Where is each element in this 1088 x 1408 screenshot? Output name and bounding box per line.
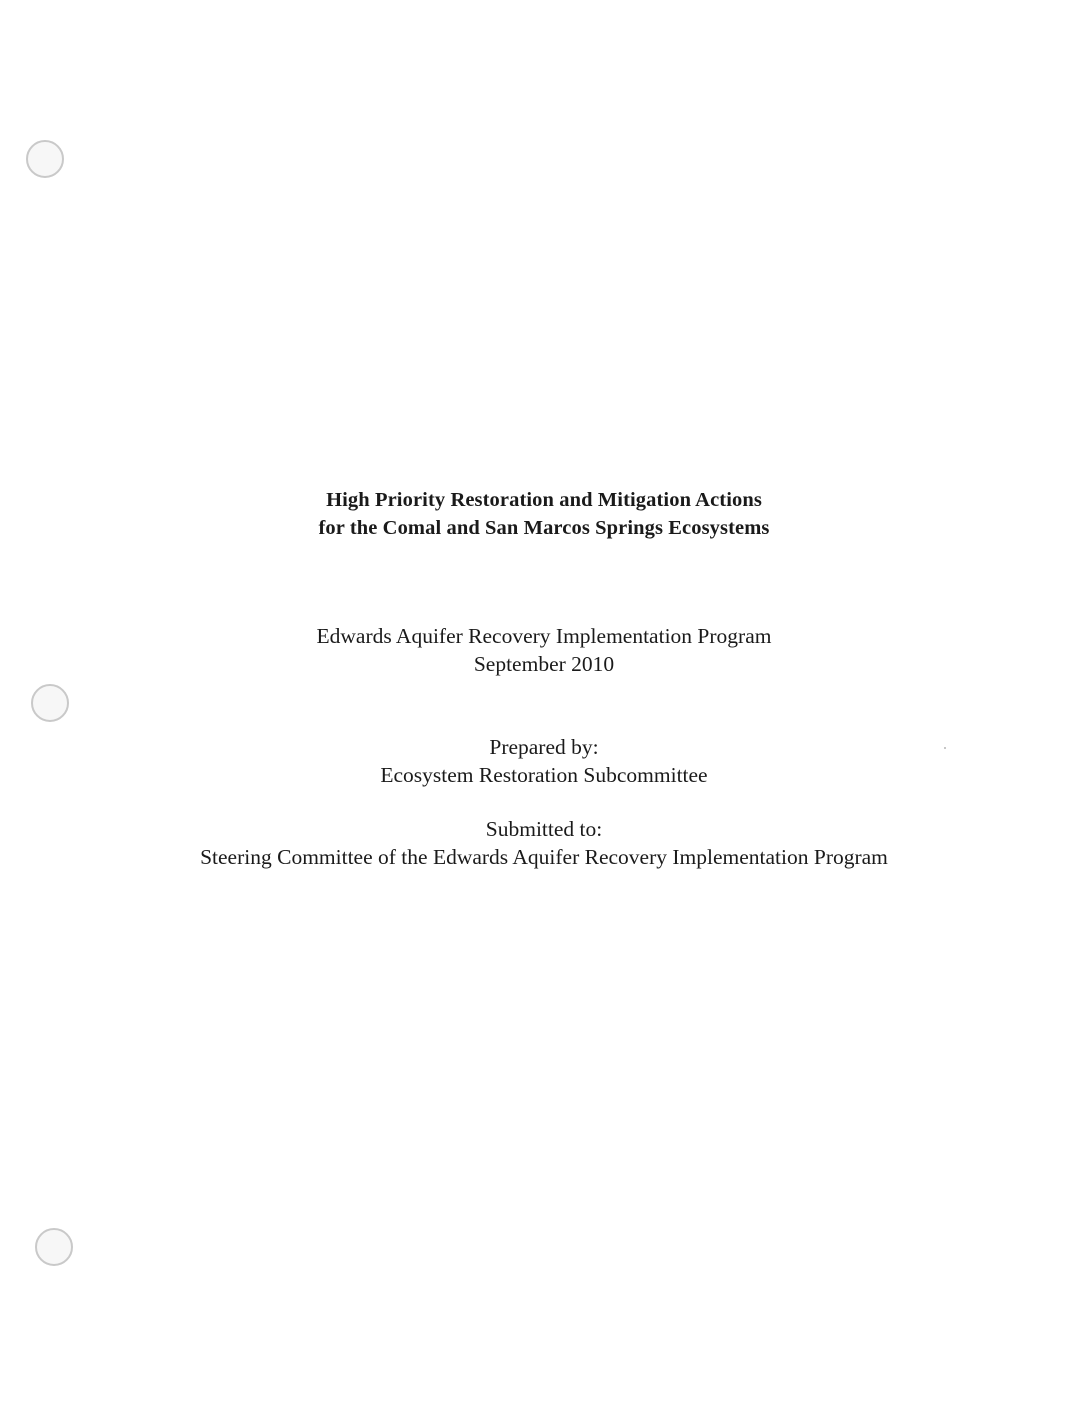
document-date: September 2010 [473, 652, 615, 676]
prepared-by-value: Ecosystem Restoration Subcommittee [380, 763, 708, 787]
submitted-to-value: Steering Committee of the Edwards Aquifer Recovery Implementation Program [200, 845, 888, 869]
title-line-2: for the Comal and San Marcos Springs Ecosystems [318, 517, 770, 539]
prepared-by-section [0, 733, 1088, 789]
punch-hole-bottom [35, 1228, 73, 1266]
document-title [0, 486, 1088, 542]
punch-hole-middle [31, 684, 69, 722]
punch-hole-top [26, 140, 64, 178]
submitted-to-section [0, 815, 1088, 871]
prepared-by-label: Prepared by: [489, 735, 599, 759]
program-name: Edwards Aquifer Recovery Implementation Program [316, 624, 772, 648]
submitted-to-label: Submitted to: [485, 817, 603, 841]
program-info [0, 622, 1088, 678]
title-line-1: High Priority Restoration and Mitigation Actions [326, 489, 762, 511]
